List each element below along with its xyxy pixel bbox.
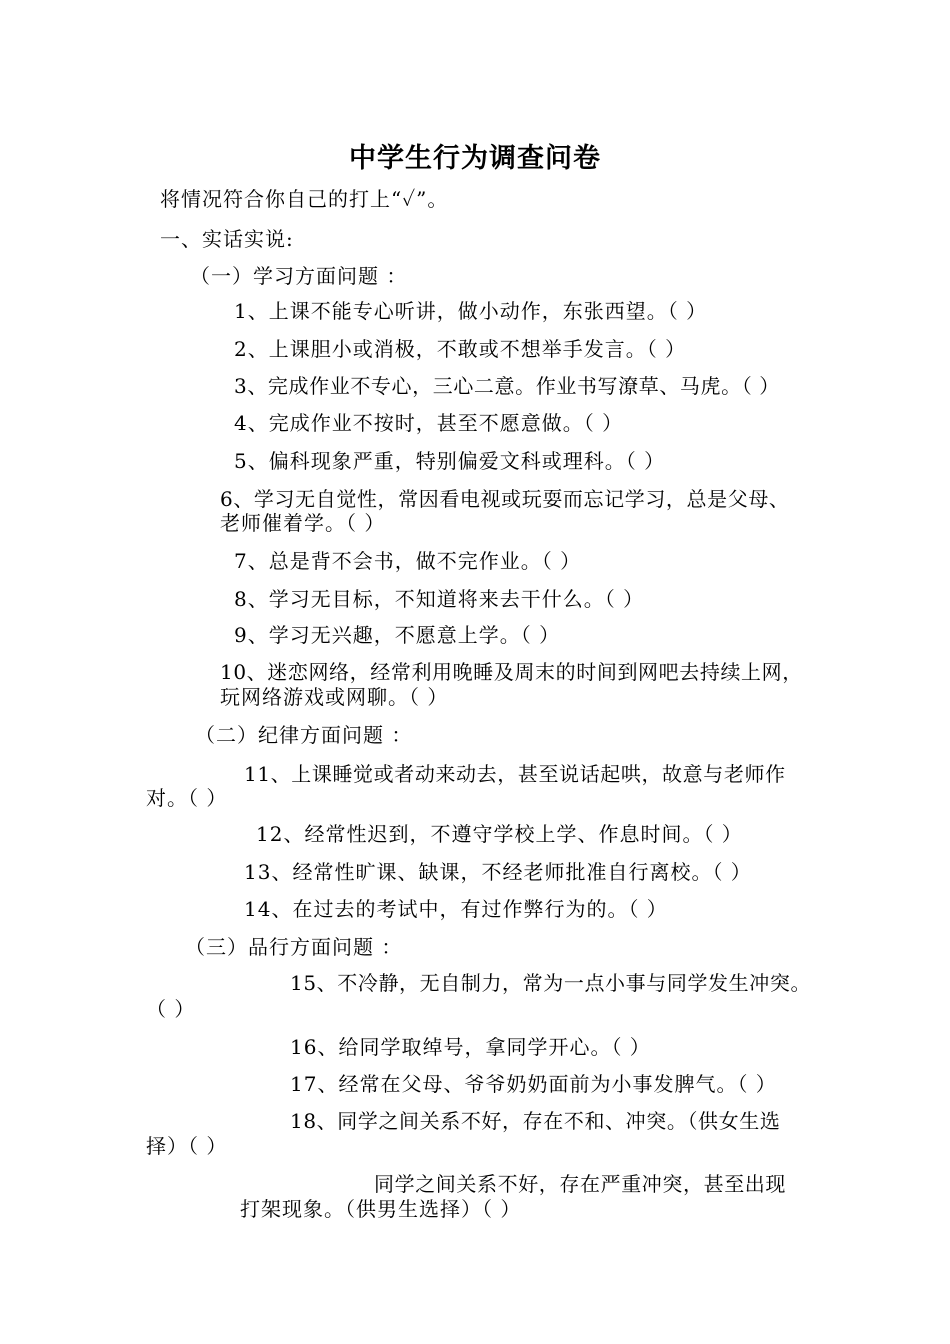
question-item: 7、总是背不会书，做不完作业。（ ）: [234, 549, 582, 573]
question-item: 5、偏科现象严重，特别偏爱文科或理科。（ ）: [234, 449, 666, 473]
question-item: 15、不冷静，无自制力，常为一点小事与同学发生冲突。: [290, 971, 812, 995]
question-item: 16、给同学取绰号，拿同学开心。（ ）: [290, 1035, 651, 1059]
question-item: 18、同学之间关系不好，存在不和、冲突。（供女生选: [290, 1109, 781, 1133]
question-item-continued: 老师催着学。（ ）: [220, 511, 386, 535]
question-item: 12、经常性迟到，不遵守学校上学、作息时间。（ ）: [256, 822, 743, 846]
question-item: 11、上课睡觉或者动来动去，甚至说话起哄，故意与老师作: [244, 762, 786, 786]
question-item-continued: 择）（ ）: [146, 1134, 228, 1158]
question-item-continued: 打架现象。（供男生选择）（ ）: [240, 1197, 522, 1221]
page-title: 中学生行为调查问卷: [349, 143, 601, 174]
question-item: 同学之间关系不好，存在严重冲突，甚至出现: [374, 1172, 786, 1196]
part-heading: 一、实话实说:: [160, 227, 294, 251]
question-item: 4、完成作业不按时，甚至不愿意做。（ ）: [234, 411, 624, 435]
section-discipline-heading: （二）纪律方面问题 ：: [195, 723, 413, 747]
question-item-continued: 对。（ ）: [146, 786, 228, 810]
question-item: 13、经常性旷课、缺课，不经老师批准自行离校。（ ）: [244, 860, 752, 884]
question-item: 10、迷恋网络，经常利用晚睡及周末的时间到网吧去持续上网，: [220, 660, 803, 684]
question-item-continued: （ ）: [146, 997, 196, 1021]
question-item: 1、上课不能专心听讲，做小动作，东张西望。（ ）: [234, 299, 708, 323]
instruction-text: 将情况符合你自己的打上“✓”。: [160, 187, 449, 211]
question-item: 14、在过去的考试中，有过作弊行为的。（ ）: [244, 897, 668, 921]
question-item: 9、学习无兴趣，不愿意上学。（ ）: [234, 623, 561, 647]
question-item: 3、完成作业不专心，三心二意。作业书写潦草、马虎。（ ）: [234, 374, 780, 398]
question-item: 8、学习无目标，不知道将来去干什么。（ ）: [234, 587, 645, 611]
question-item: 6、学习无自觉性，常因看电视或玩耍而忘记学习，总是父母、: [220, 487, 790, 511]
section-study-heading: （一）学习方面问题 ：: [190, 264, 408, 288]
question-item: 2、上课胆小或消极，不敢或不想举手发言。（ ）: [234, 337, 687, 361]
question-item: 17、经常在父母、爷爷奶奶面前为小事发脾气。（ ）: [290, 1072, 777, 1096]
question-item-continued: 玩网络游戏或网聊。（ ）: [220, 685, 449, 709]
section-conduct-heading: （三）品行方面问题 ：: [185, 935, 403, 959]
